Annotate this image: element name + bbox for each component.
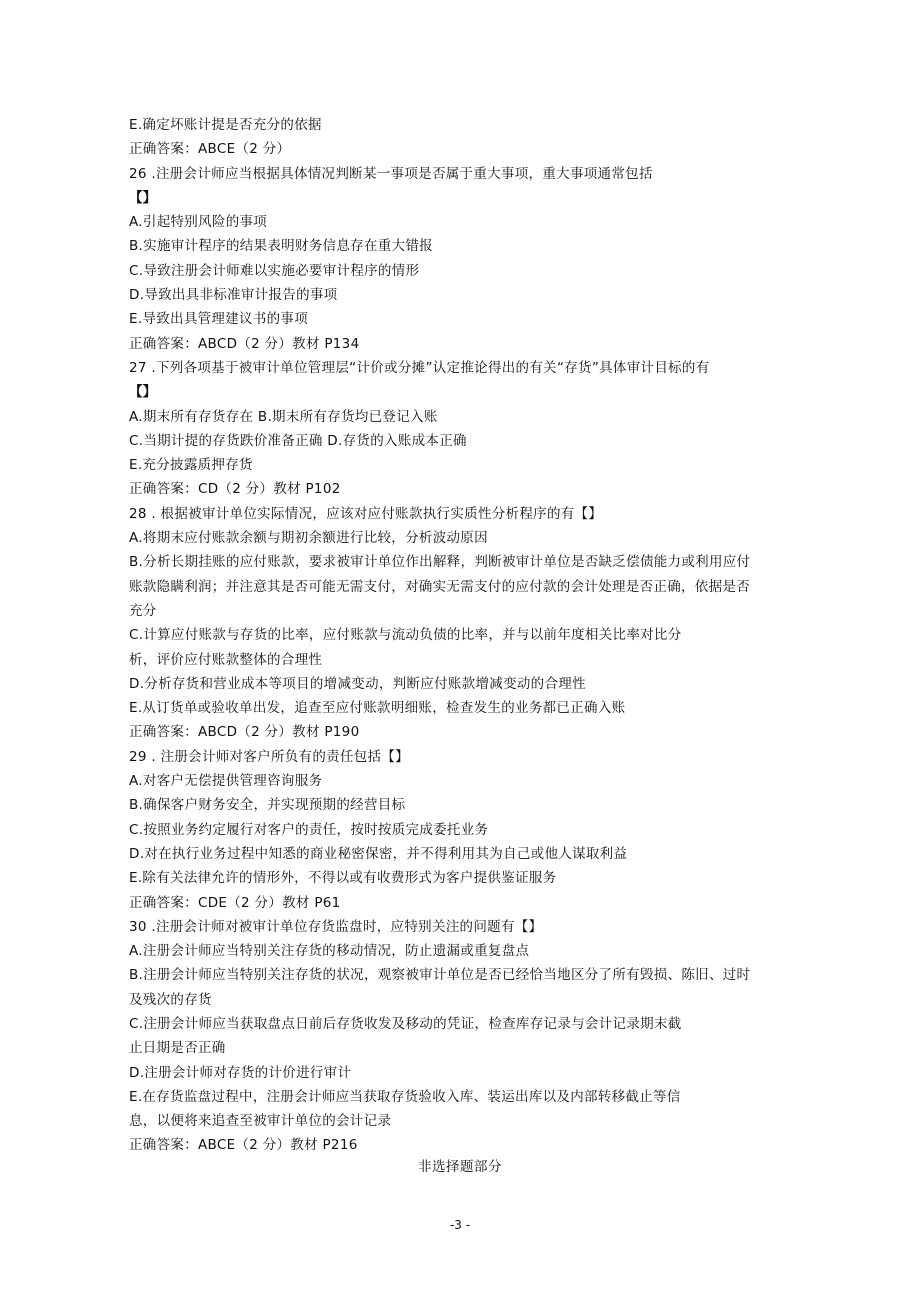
page-number: -3 -	[449, 1218, 471, 1232]
answer-option-continued: 及残次的存货	[129, 991, 212, 1008]
answer-option: C.按照业务约定履行对客户的责任，按时按质完成委托业务	[129, 821, 489, 838]
answer-option: A.期末所有存货存在 B.期末所有存货均已登记入账	[129, 408, 438, 425]
answer-option: D.分析存货和营业成本等项目的增减变动，判断应付账款增减变动的合理性	[129, 675, 586, 692]
answer-option: A.将期末应付账款余额与期初余额进行比较，分析波动原因	[129, 530, 488, 547]
answer-option: A.对客户无偿提供管理咨询服务	[129, 773, 323, 790]
answer-option: E.从订货单或验收单出发，追查至应付账款明细账，检查发生的业务都已正确入账	[129, 700, 626, 717]
answer-bracket: 【】	[129, 384, 157, 401]
answer-option: D.注册会计师对存货的计价进行审计	[129, 1064, 352, 1081]
answer-option-continued: 账款隐瞒利润；并注意其是否可能无需支付，对确实无需支付的应付款的会计处理是否正确，依据是否	[129, 578, 750, 595]
correct-answer: 正确答案：CD（2 分）教材 P102	[129, 481, 341, 498]
answer-option: E.确定坏账计提是否充分的依据	[129, 117, 322, 133]
answer-option: B.注册会计师应当特别关注存货的状况，观察被审计单位是否已经恰当地区分了所有毁损、陈旧、过时	[129, 967, 751, 984]
correct-answer: 正确答案：CDE（2 分）教材 P61	[129, 894, 341, 911]
answer-option: E.导致出具管理建议书的事项	[129, 311, 309, 328]
correct-answer: 正确答案：ABCD（2 分）教材 P134	[129, 335, 360, 352]
answer-option: A.注册会计师应当特别关注存货的移动情况，防止遗漏或重复盘点	[129, 943, 530, 960]
answer-bracket: 【】	[129, 189, 157, 206]
correct-answer: 正确答案：ABCE（2 分）	[129, 141, 291, 158]
answer-option: A.引起特别风险的事项	[129, 214, 268, 231]
document-body	[129, 113, 789, 1158]
answer-option: E.除有关法律允许的情形外，不得以或有收费形式为客户提供鉴证服务	[129, 870, 557, 887]
correct-answer: 正确答案：ABCE（2 分）教材 P216	[129, 1137, 358, 1154]
answer-option-continued: 析，评价应付账款整体的合理性	[129, 651, 323, 668]
question-29: 29 . 注册会计师对客户所负有的责任包括【】	[129, 748, 409, 765]
answer-option: C.当期计提的存货跌价准备正确 D.存货的入账成本正确	[129, 432, 467, 449]
question-26: 26 .注册会计师应当根据具体情况判断某一事项是否属于重大事项，重大事项通常包括	[129, 165, 653, 182]
answer-option: B.实施审计程序的结果表明财务信息存在重大错报	[129, 238, 433, 255]
answer-option: B.确保客户财务安全，并实现预期的经营目标	[129, 797, 406, 814]
answer-option: C.计算应付账款与存货的比率，应付账款与流动负债的比率，并与以前年度相关比率对比分	[129, 627, 682, 644]
answer-option: E.充分披露质押存货	[129, 457, 253, 474]
answer-option: D.对在执行业务过程中知悉的商业秘密保密，并不得利用其为自己或他人谋取利益	[129, 845, 628, 862]
section-title: 非选择题部分	[418, 1159, 502, 1175]
answer-option: C.注册会计师应当获取盘点日前后存货收发及移动的凭证，检查库存记录与会计记录期末截	[129, 1015, 682, 1032]
answer-option-continued: 止日期是否正确	[129, 1040, 226, 1057]
correct-answer: 正确答案：ABCD（2 分）教材 P190	[129, 724, 360, 741]
question-28: 28 . 根据被审计单位实际情况，应该对应付账款执行实质性分析程序的有【】	[129, 505, 603, 522]
answer-option: D.导致出具非标准审计报告的事项	[129, 287, 338, 304]
answer-option-continued: 息，以便将来追查至被审计单位的会计记录	[129, 1113, 392, 1130]
answer-option: E.在存货监盘过程中，注册会计师应当获取存货验收入库、装运出库以及内部转移截止等信	[129, 1088, 681, 1105]
answer-option: C.导致注册会计师难以实施必要审计程序的情形	[129, 262, 420, 279]
answer-option-continued: 充分	[129, 602, 157, 619]
question-30: 30 .注册会计师对被审计单位存货监盘时，应特别关注的问题有【】	[129, 918, 543, 935]
answer-option: B.分析长期挂账的应付账款，要求被审计单位作出解释，判断被审计单位是否缺乏偿债能力或利用应付	[129, 554, 751, 571]
question-27: 27 .下列各项基于被审计单位管理层“计价或分摊”认定推论得出的有关“存货”具体审计目标的有	[129, 359, 710, 376]
